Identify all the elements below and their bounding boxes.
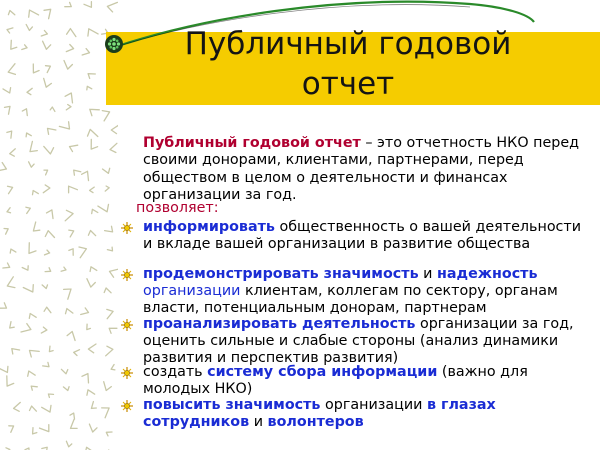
item-3-highlight: проанализировать деятельность (143, 316, 416, 332)
sparkle-star-bullet-icon (120, 366, 134, 380)
list-item (143, 316, 593, 367)
sketch-pattern-decoration (0, 0, 118, 450)
list-item (143, 219, 593, 253)
green-dotted-circle-icon (104, 34, 124, 54)
list-item (143, 266, 593, 317)
allows-label: позволяет: (136, 200, 219, 216)
list-item (143, 397, 593, 431)
item-5-text-1: организации (320, 397, 427, 413)
intro-paragraph (143, 135, 583, 205)
item-4-text-1: создать (143, 364, 208, 380)
sparkle-star-bullet-icon (120, 399, 134, 413)
item-2-highlight-1: продемонстрировать значимость (143, 266, 419, 282)
item-2-highlight-2: надежность (437, 266, 538, 282)
item-4-text-2: (важно для молодых НКО) (143, 364, 528, 397)
item-1-text: общественность о вашей деятельности и вкладе вашей организации в развитие общества (143, 219, 582, 252)
item-2-text-1: и (418, 266, 437, 282)
title-line-2: отчет (301, 66, 395, 102)
intro-term: Публичный годовой отчет (143, 135, 361, 151)
item-5-highlight-2: в глазах сотрудников (143, 397, 496, 430)
intro-definition: – это отчетность НКО перед своими донорами, клиентами, партнерами, перед обществом в целом о деятельности и финансах организации за год. (143, 135, 580, 204)
item-1-highlight: информировать (143, 219, 275, 235)
item-5-highlight-3: волонтеров (267, 414, 364, 430)
item-4-highlight: систему сбора информации (207, 364, 438, 380)
item-3-text: организации за год, оценить сильные и слабые стороны (анализ динамики развития и перспектив развития) (143, 316, 574, 366)
item-5-highlight-1: повысить значимость (143, 397, 321, 413)
item-2-text-2: клиентам, коллегам по сектору, органам власти, потенциальным донорам, партнерам (143, 283, 558, 316)
item-5-text-2: и (249, 414, 268, 430)
sparkle-star-bullet-icon (120, 318, 134, 332)
item-2-blue-text: организации (143, 283, 241, 299)
list-item (143, 364, 593, 398)
sparkle-star-bullet-icon (120, 221, 134, 235)
sparkle-star-bullet-icon (120, 268, 134, 282)
slide-title (128, 24, 568, 104)
title-line-1: Публичный годовой (184, 26, 512, 62)
